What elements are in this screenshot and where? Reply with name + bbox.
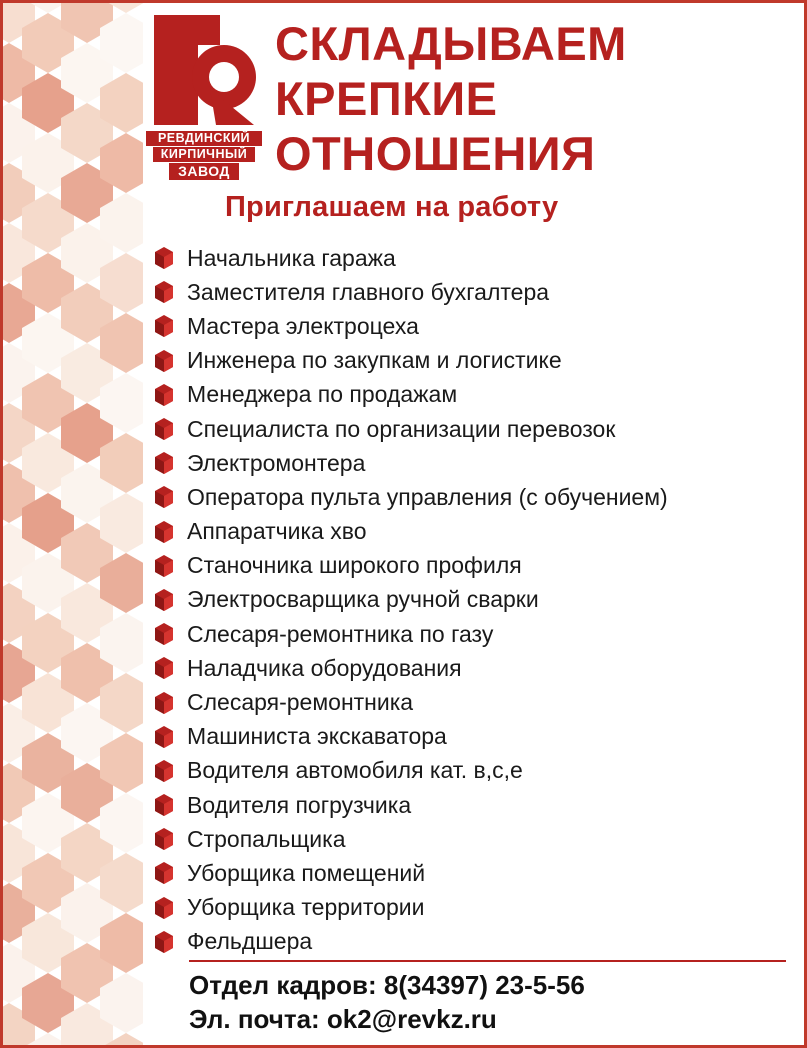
vacancy-label: Водителя автомобиля кат. в,с,е xyxy=(187,757,523,784)
hexagon-pattern-decoration xyxy=(3,3,143,1045)
list-item xyxy=(151,275,801,309)
vacancy-label: Слесаря-ремонтника по газу xyxy=(187,620,494,647)
vacancy-label: Заместителя главного бухгалтера xyxy=(187,278,550,305)
brick-bullet-icon xyxy=(151,348,177,374)
vacancy-list xyxy=(151,241,801,959)
brick-bullet-icon xyxy=(151,553,177,579)
hr-phone-line: Отдел кадров: 8(34397) 23-5-56 xyxy=(189,970,585,1000)
vacancy-label: Уборщика помещений xyxy=(187,859,426,886)
brick-bullet-icon xyxy=(151,416,177,442)
subheading: Приглашаем на работу xyxy=(225,191,559,223)
list-item xyxy=(151,651,801,685)
brick-bullet-icon xyxy=(151,621,177,647)
brick-bullet-icon xyxy=(151,587,177,613)
list-item xyxy=(151,788,801,822)
vacancy-label: Стропальщика xyxy=(187,825,346,852)
list-item xyxy=(151,344,801,378)
list-item xyxy=(151,754,801,788)
list-item xyxy=(151,822,801,856)
brick-bullet-icon xyxy=(151,313,177,339)
brick-bullet-icon xyxy=(151,245,177,271)
brick-bullet-icon xyxy=(151,519,177,545)
vacancy-label: Оператора пульта управления (с обучением) xyxy=(187,483,668,510)
brick-bullet-icon xyxy=(151,929,177,955)
list-item xyxy=(151,412,801,446)
vacancy-label: Инженера по закупкам и логистике xyxy=(187,347,562,374)
vacancy-label: Аппаратчика хво xyxy=(187,518,367,545)
brick-bullet-icon xyxy=(151,895,177,921)
footer-divider xyxy=(189,960,786,962)
brick-bullet-icon xyxy=(151,655,177,681)
list-item xyxy=(151,856,801,890)
vacancy-label: Уборщика территории xyxy=(187,894,425,921)
brick-bullet-icon xyxy=(151,826,177,852)
hr-email-line: Эл. почта: ok2@revkz.ru xyxy=(189,1004,497,1035)
list-item xyxy=(151,549,801,583)
logo-line-2: КИРПИЧНЫЙ xyxy=(153,147,255,162)
logo-line-3: ЗАВОД xyxy=(169,163,239,180)
company-logo xyxy=(143,11,265,181)
brick-bullet-icon xyxy=(151,382,177,408)
vacancy-label: Мастера электроцеха xyxy=(187,312,419,339)
brick-bullet-icon xyxy=(151,450,177,476)
brick-bullet-icon xyxy=(151,792,177,818)
vacancy-label: Электросварщика ручной сварки xyxy=(187,586,539,613)
list-item xyxy=(151,446,801,480)
vacancy-label: Начальника гаража xyxy=(187,244,396,271)
headline-line-3: ОТНОШЕНИЯ xyxy=(275,126,596,180)
brick-bullet-icon xyxy=(151,724,177,750)
vacancy-label: Фельдшера xyxy=(187,928,313,955)
vacancy-label: Специалиста по организации перевозок xyxy=(187,415,616,442)
vacancy-label: Наладчика оборудования xyxy=(187,654,462,681)
logo-wordmark xyxy=(143,131,265,180)
brick-bullet-icon xyxy=(151,484,177,510)
vacancy-label: Водителя погрузчика xyxy=(187,791,412,818)
brick-bullet-icon xyxy=(151,279,177,305)
vacancy-label: Электромонтера xyxy=(187,449,366,476)
headline xyxy=(275,17,795,182)
list-item xyxy=(151,617,801,651)
vacancy-label: Машиниста экскаватора xyxy=(187,723,447,750)
list-item xyxy=(151,720,801,754)
vacancy-label: Менеджера по продажам xyxy=(187,381,458,408)
brick-bullet-icon xyxy=(151,860,177,886)
brick-bullet-icon xyxy=(151,758,177,784)
list-item xyxy=(151,515,801,549)
list-item xyxy=(151,891,801,925)
brick-factory-logo-icon xyxy=(150,11,258,129)
brick-bullet-icon xyxy=(151,690,177,716)
logo-line-1: РЕВДИНСКИЙ xyxy=(146,131,262,146)
list-item xyxy=(151,583,801,617)
contact-footer xyxy=(189,968,789,1037)
list-item xyxy=(151,241,801,275)
list-item xyxy=(151,480,801,514)
vacancy-label: Слесаря-ремонтника xyxy=(187,689,414,716)
headline-line-1: СКЛАДЫВАЕМ xyxy=(275,17,627,70)
headline-line-2: КРЕПКИЕ xyxy=(275,71,498,125)
list-item xyxy=(151,378,801,412)
list-item xyxy=(151,309,801,343)
list-item xyxy=(151,925,801,959)
list-item xyxy=(151,685,801,719)
vacancy-label: Станочника широкого профиля xyxy=(187,552,522,579)
